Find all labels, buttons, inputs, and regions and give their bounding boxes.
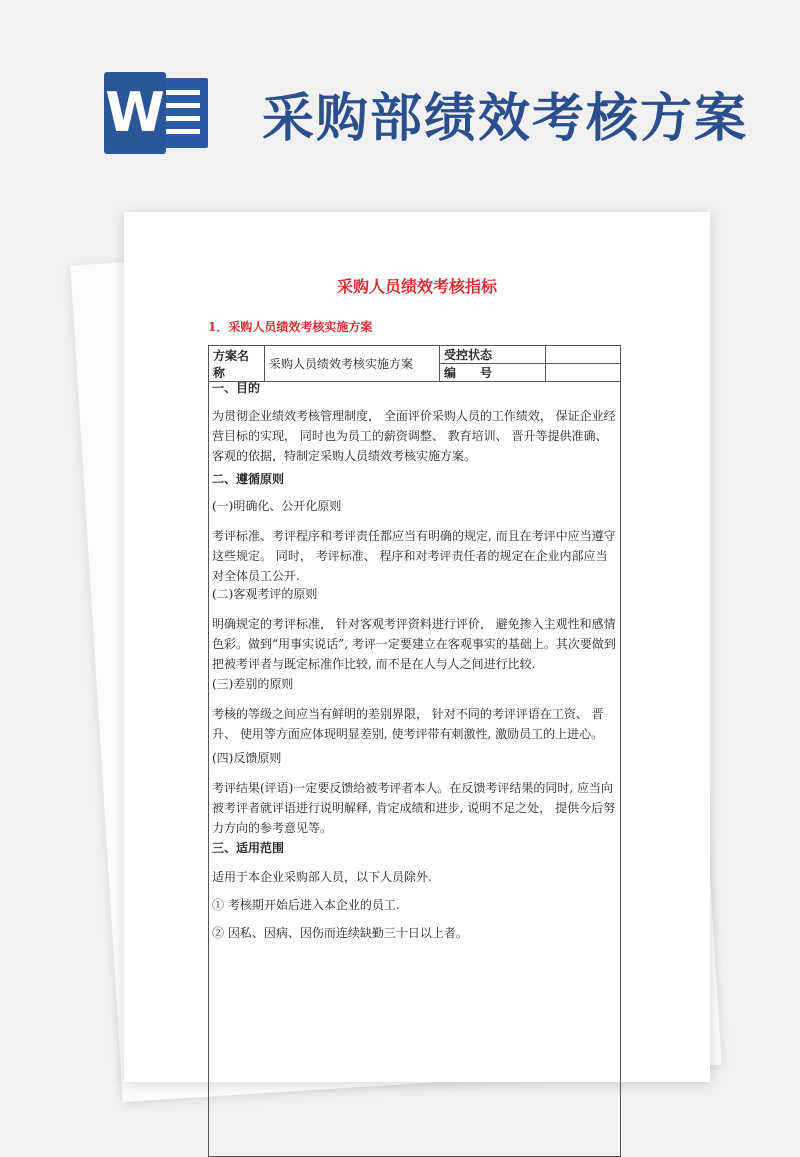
- serial-number-label: 编 号: [440, 364, 546, 382]
- word-icon-letter: W: [104, 72, 166, 154]
- plan-name-label: 方案名称: [209, 346, 265, 382]
- heading-principles: 二、遵循原则: [212, 472, 285, 486]
- exclusion-item-1: ① 考核期开始后进入本企业的员工.: [212, 898, 400, 912]
- heading-purpose: 一、目的: [212, 381, 261, 395]
- paragraph-scope: 适用于本企业采购部人员，以下人员除外.: [212, 870, 432, 884]
- subheading-transparency: (一)明确化、公开化原则: [212, 499, 342, 513]
- paragraph-objective: 明确规定的考评标准， 针对客观考评资料进行评价， 避免掺入主观性和感情色彩。做到“用事实说话”, 考评一定要建立在客观事实的基础上。其次要做到把被考评者与既定标准作比较, 而不是在人与人之间进行比较.: [212, 617, 616, 671]
- paragraph-feedback: 考评结果(评语)一定要反馈给被考评者本人。在反馈考评结果的同时, 应当向被考评者就评语进行说明解释, 肯定成绩和进步, 说明不足之处， 提供今后努力方向的参考意见等。: [212, 781, 616, 835]
- paragraph-differentiation: 考核的等级之间应当有鲜明的差别界限， 针对不同的考评评语在工资、 晋升、 使用等方面应体现明显差别, 使考评带有刺激性, 激励员工的上进心。: [212, 707, 604, 741]
- heading-scope: 三、适用范围: [212, 841, 285, 855]
- exclusion-item-2: ② 因私、因病、因伤而连续缺勤三十日以上者。: [212, 926, 468, 940]
- control-status-label: 受控状态: [440, 346, 546, 364]
- word-icon: [104, 72, 212, 154]
- control-status-value: [546, 346, 621, 364]
- header: [0, 0, 800, 190]
- subheading-objective: (二)客观考评的原则: [212, 587, 318, 601]
- plan-info-table: [208, 345, 621, 382]
- page-title: 采购部绩效考核方案: [262, 89, 749, 149]
- subheading-differentiation: (三)差别的原则: [212, 677, 294, 691]
- paragraph-transparency: 考评标准、考评程序和考评责任都应当有明确的规定, 而且在考评中应当遵守这些规定。 同时， 考评标准、 程序和对考评责任者的规定在企业内部应当对全体员工公开.: [212, 529, 616, 583]
- document-page: [124, 212, 710, 1082]
- subheading-feedback: (四)反馈原则: [212, 751, 282, 765]
- section-title: 1．采购人员绩效考核实施方案: [208, 320, 373, 334]
- plan-name-value: 采购人员绩效考核实施方案: [265, 346, 440, 382]
- document-title: 采购人员绩效考核指标: [336, 277, 497, 296]
- paragraph-purpose: 为贯彻企业绩效考核管理制度， 全面评价采购人员的工作绩效， 保证企业经营目标的实现， 同时也为员工的薪资调整、 教育培训、 晋升等提供准确、 客观的依据，特制定采购人员绩效考核实施方案。: [212, 409, 616, 463]
